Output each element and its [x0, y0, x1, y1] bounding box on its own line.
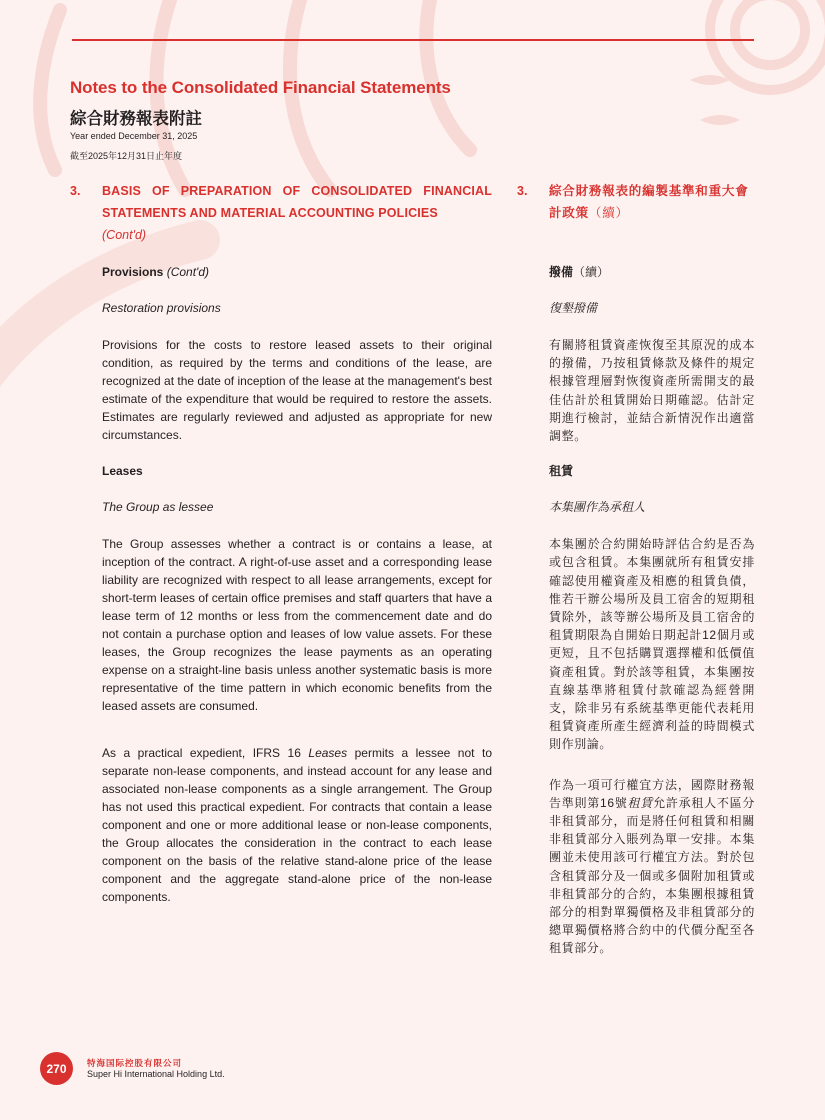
period-zh: 截至2025年12月31日止年度: [70, 151, 183, 161]
lessee-paragraph2-zh: [549, 776, 755, 958]
page-number-badge: [40, 1052, 73, 1085]
chinese-column: [517, 180, 755, 958]
company-name-en: Super Hi International Holding Ltd.: [87, 1069, 225, 1079]
lessee-subheading-zh: 本集團作為承租人: [549, 500, 646, 515]
lessee-paragraph1-en: The Group assesses whether a contract is or contains a lease, at inception of the contract. A right-of-use asset and a corresponding lease liability are recognized with respect to all lease arrangements, except for short-term leases of certain office premises and staff quarters that have a lease term of 12 months or less from the commencement date and do not contain a purchase option and leases of low value assets. For these leases, the Group recognizes the lease payments as an operating expense on a straight-line basis unless another systematic basis is more representative of the time pattern in which economic benefits from the leased assets are consumed.: [102, 536, 492, 714]
section-title-en: BASIS OF PREPARATION OF CONSOLIDATED FINANCIAL STATEMENTS AND MATERIAL ACCOUNTING POLICIES: [102, 184, 492, 220]
provisions-contd-zh: （續）: [573, 265, 610, 279]
leases-heading-en: Leases: [102, 463, 143, 478]
para2-zh-part-a: 作為一項可行權宜方法，國際財務報告準則第16號: [549, 777, 755, 810]
section-contd-en: (Cont'd): [102, 228, 147, 242]
english-column: [70, 180, 492, 906]
restoration-paragraph-zh: 有關將租賃資產恢復至其原況的成本的撥備，乃按租賃條款及條件的規定根據管理層對恢復資產所需開支的最佳估計於租賃開始日期確認。估計定期進行檢討，並結合新情況作出適當調整。: [549, 338, 755, 444]
provisions-heading-zh: [549, 264, 755, 280]
provisions-label-en: Provisions: [102, 265, 164, 279]
provisions-heading-en: [102, 264, 492, 280]
para2-en-part-b: permits a lessee not to separate non-lease components, and instead account for any lease and associated non-lease components as a single arrangement. The Group has not used this practical expedient. For contracts that contain a lease component and one or more additional lease or non-lease components, the Group allocates the consideration in the contract to each lease component on the basis of the relative stand-alone price of the lease component and the aggregate stand-alone price of the non-lease components.: [102, 745, 492, 905]
leases-heading-zh: 租賃: [549, 464, 574, 479]
lessee-paragraph1-zh: 本集團於合約開始時評估合約是否為或包含租賃。本集團就所有租賃安排確認使用權資產及相應的租賃負債，惟若干辦公場所及員工宿舍的短期租賃除外，該等辦公場所及員工宿舍的租賃期限為自開始日期起計12個月或更短，且不包括購買選擇權和低價值資產租賃。對於該等租賃，本集團按直線基準將租賃付款確認為經營開支，除非另有系統基準更能代表耗用租賃資產所產生經濟利益的時間模式則作別論。: [549, 537, 755, 752]
section-number-en: 3.: [70, 184, 81, 198]
section-number-zh: 3.: [517, 184, 528, 198]
company-name-zh: 特海国际控股有限公司: [87, 1058, 183, 1068]
section-contd-zh: （續）: [588, 206, 629, 220]
restoration-paragraph-en: Provisions for the costs to restore leased assets to their original condition, as required by the terms and conditions of the lease, are recognized at the date of inception of the lease at the management's best estimate of the expenditure that would be required to restore the assets. Estimates are regularly reviewed and adjusted as appropriate for new circumstances.: [102, 338, 492, 443]
lessee-paragraph2-en: [102, 744, 492, 907]
header-rule: [72, 39, 754, 41]
restoration-subheading-en: Restoration provisions: [102, 301, 221, 315]
para2-zh-part-b: 允許承租人不區分非租賃部分，而是將任何租賃和相關非租賃部分入賬列為單一安排。本集團並未使用該可行權宜方法。對於包含租賃部分及一個或多個附加租賃或非租賃部分的合約，本集團根據租賃部分的相對單獨價格及非租賃部分的總單獨價格將合約中的代價分配至各租賃部分。: [549, 795, 755, 956]
restoration-subheading-zh: 復墾撥備: [549, 301, 598, 315]
para2-en-italic: Leases: [308, 745, 348, 760]
para2-en-part-a: As a practical expedient, IFRS 16: [102, 745, 309, 760]
para2-zh-italic: 租賃: [627, 795, 654, 810]
lessee-subheading-en: The Group as lessee: [102, 499, 214, 514]
page-number: 270: [46, 1061, 67, 1076]
page-title-zh: 綜合財務報表附註: [70, 110, 202, 128]
section-title-zh: 綜合財務報表的編製基準和重大會計政策: [549, 184, 749, 220]
provisions-label-zh: 撥備: [549, 265, 574, 279]
period-en: Year ended December 31, 2025: [70, 131, 198, 141]
section-heading-zh: [517, 180, 755, 224]
section-heading-en: [70, 180, 492, 246]
provisions-contd-en: (Cont'd): [163, 265, 209, 279]
page-title-en: Notes to the Consolidated Financial Statements: [70, 78, 451, 97]
